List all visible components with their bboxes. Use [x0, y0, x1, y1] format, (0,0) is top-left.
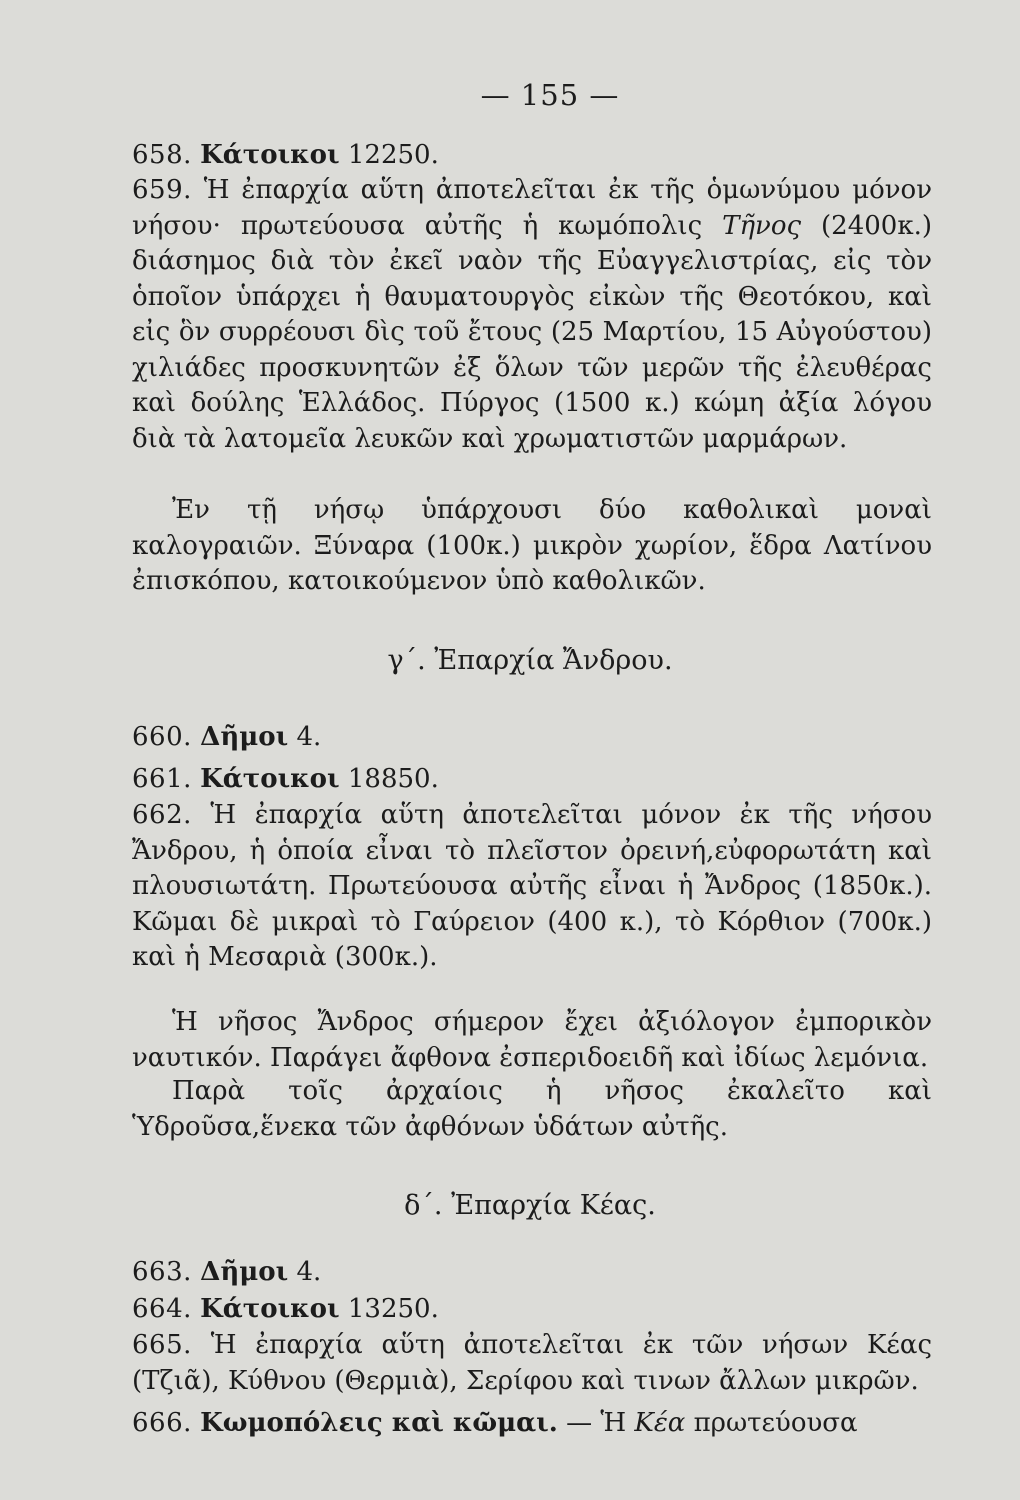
paragraph-662	[132, 798, 932, 976]
paragraph-number: 661.	[132, 764, 192, 794]
page-number: — 155 —	[480, 78, 620, 112]
paragraph-number: 663.	[132, 1257, 192, 1287]
paragraph-label: Κάτοικοι	[200, 1294, 340, 1324]
paragraph-number: 658.	[132, 140, 192, 170]
paragraph-label: Κάτοικοι	[200, 140, 340, 170]
paragraph-number: 662.	[132, 800, 192, 830]
paragraph-value: 4.	[296, 722, 322, 752]
paragraph-value: 13250.	[347, 1294, 439, 1324]
paragraph-text: Ἡ ἐπαρχία αὕτη ἀποτελεῖται ἐκ τῶν νήσων Κέας (Τζιᾶ), Κύθνου (Θερμιὰ), Σερίφου καὶ τινων ἄλλων μικρῶν.	[132, 1330, 932, 1396]
paragraph-text: (2400κ.) διάσημος διὰ τὸν ἐκεῖ ναὸν τῆς Εὐαγγελιστρίας, εἰς τὸν ὁποῖον ὑπάρχει ἡ θαυματουργὸς εἰκὼν τῆς Θεοτόκου, καὶ εἰς ὃν συρρέουσι δὶς τοῦ ἔτους (25 Μαρτίου, 15 Αὐγούστου) χιλιάδες προσκυνητῶν ἐξ ὅλων τῶν μερῶν τῆς ἐλευθέρας καὶ δούλης Ἑλλάδος. Πύργος (1500 κ.) κώμη ἀξία λόγου διὰ τὰ λατομεῖα λευκῶν καὶ χρωματιστῶν μαρμάρων.	[132, 210, 933, 454]
paragraph-text: Ἡ ἐπαρχία αὕτη ἀποτελεῖται μόνον ἐκ τῆς νήσου Ἄνδρου, ἡ ὁποία εἶναι τὸ πλεῖστον ὀρεινή,εὐφορωτάτη καὶ πλουσιωτάτη. Πρωτεύουσα αὐτῆς εἶναι ἡ Ἄνδρος (1850κ.). Κῶμαι δὲ μικραὶ τὸ Γαύρειον (400 κ.), τὸ Κόρθιον (700κ.) καὶ ἡ Μεσαριὰ (300κ.).	[132, 800, 932, 972]
paragraph-text: Ἡ ἐπαρχία αὕτη ἀποτελεῖται ἐκ τῆς ὁμωνύμου μόνον νήσου· πρωτεύουσα αὐτῆς ἡ κωμόπολις	[132, 175, 933, 241]
paragraph-label: Κωμοπόλεις καὶ κῶμαι.	[200, 1408, 558, 1438]
paragraph-number: 666.	[132, 1408, 192, 1438]
paragraph-665	[132, 1328, 932, 1399]
town-name: Τῆνος	[722, 210, 802, 241]
section-heading-keas: δ΄. Ἐπαρχία Κέας.	[404, 1190, 656, 1221]
paragraph-661	[132, 762, 932, 798]
paragraph-label: Δῆμοι	[200, 722, 289, 752]
paragraph-660	[132, 720, 932, 756]
paragraph-label: Κάτοικοι	[200, 764, 340, 794]
paragraph-number: 664.	[132, 1294, 192, 1324]
em-dash: —	[566, 1408, 593, 1438]
paragraph-658	[132, 138, 932, 174]
paragraph-number: 665.	[132, 1330, 192, 1360]
town-name: Κέα	[634, 1408, 686, 1438]
paragraph-659-continued	[132, 493, 932, 600]
paragraph-number: 659.	[132, 175, 192, 205]
paragraph-value: 4.	[296, 1257, 322, 1287]
paragraph-text: Ἐν τῇ νήσῳ ὑπάρχουσι δύο καθολικαὶ μοναὶ καλογραιῶν. Ξύναρα (100κ.) μικρὸν χωρίον, ἕδρα Λατίνου ἐπισκόπου, κατοικούμενον ὑπὸ καθολικῶν.	[132, 495, 932, 596]
section-heading-andros: γ΄. Ἐπαρχία Ἄνδρου.	[387, 645, 673, 676]
paragraph-664	[132, 1292, 932, 1328]
paragraph-text: Ἡ νῆσος Ἄνδρος σήμερον ἔχει ἀξιόλογον ἐμπορικὸν ναυτικόν. Παράγει ἄφθονα ἐσπεριδοειδῆ καὶ ἰδίως λεμόνια.	[132, 1007, 932, 1073]
paragraph-663	[132, 1255, 932, 1291]
paragraph-662-ancient	[132, 1074, 932, 1145]
paragraph-value: 18850.	[347, 764, 439, 794]
paragraph-text: Ἡ	[600, 1408, 627, 1438]
paragraph-659	[132, 173, 932, 457]
paragraph-666	[132, 1406, 932, 1442]
paragraph-number: 660.	[132, 722, 192, 752]
paragraph-text: πρωτεύουσα	[693, 1408, 858, 1438]
paragraph-value: 12250.	[347, 140, 439, 170]
paragraph-text: Παρὰ τοῖς ἀρχαίοις ἡ νῆσος ἐκαλεῖτο καὶ Ὑδροῦσα,ἕνεκα τῶν ἀφθόνων ὑδάτων αὐτῆς.	[132, 1076, 932, 1142]
paragraph-662-continued	[132, 1005, 932, 1076]
paragraph-label: Δῆμοι	[200, 1257, 289, 1287]
